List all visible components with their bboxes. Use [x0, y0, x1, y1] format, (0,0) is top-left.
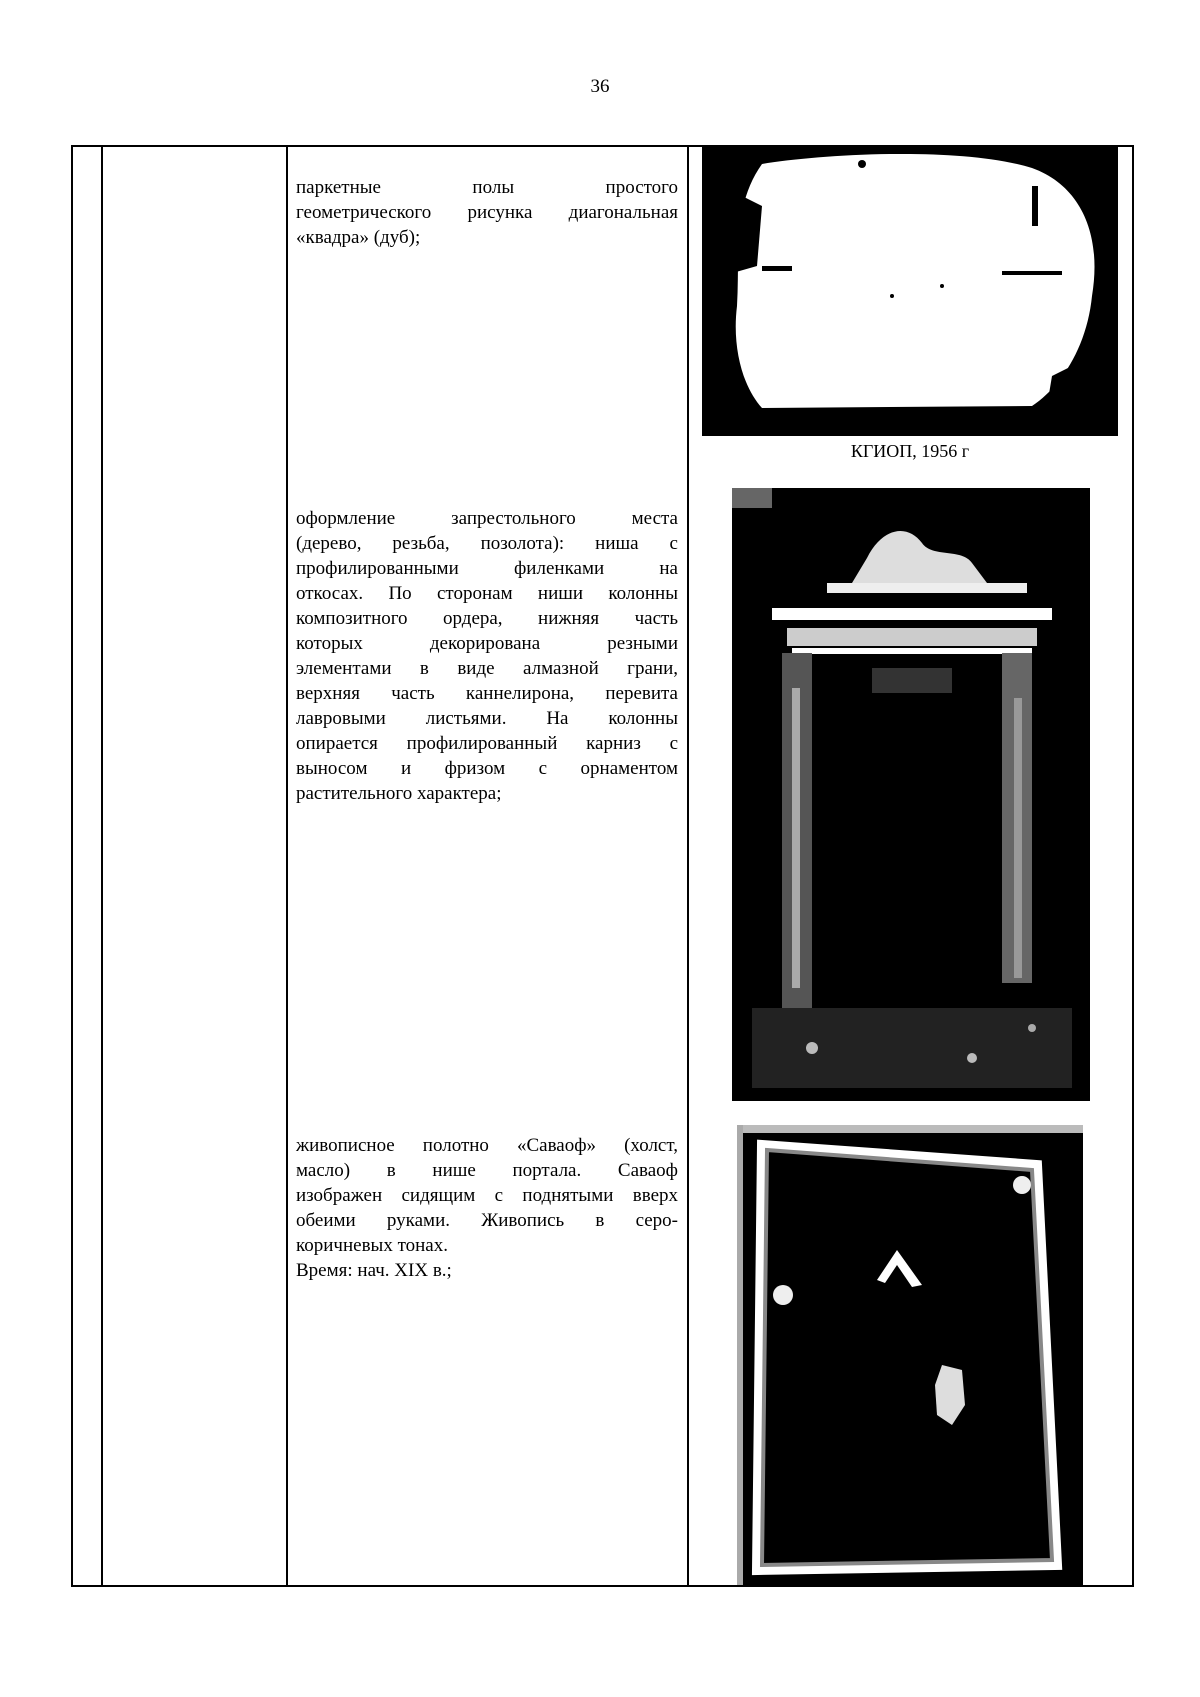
- photo-parquet-floor: [702, 146, 1118, 436]
- photo-altar-portal-image: [732, 488, 1090, 1101]
- text-line: «квадра» (дуб);: [296, 227, 421, 248]
- text-line: выносом и фризом с орнаментом: [296, 758, 678, 779]
- description-parquet-floors: [296, 175, 678, 250]
- text-line: элементами в виде алмазной грани,: [296, 658, 678, 679]
- text-line: коричневых тонах.: [296, 1235, 448, 1256]
- text-line: (дерево, резьба, позолота): ниша с: [296, 533, 678, 554]
- table-column-divider-1: [101, 145, 103, 1587]
- text-line: обеими руками. Живопись в серо-: [296, 1210, 678, 1231]
- text-line: оформление запрестольного места: [296, 508, 678, 529]
- photo-sabaoth-painting-image: [737, 1125, 1083, 1585]
- text-line: геометрического рисунка диагональная: [296, 202, 678, 223]
- text-line: Время: нач. XIX в.;: [296, 1260, 452, 1281]
- text-line: живописное полотно «Саваоф» (холст,: [296, 1135, 678, 1156]
- text-line: растительного характера;: [296, 783, 502, 804]
- text-line: откосах. По сторонам ниши колонны: [296, 583, 678, 604]
- photo-caption: КГИОП, 1956 г: [850, 441, 970, 461]
- text-line: масло) в нише портала. Саваоф: [296, 1160, 678, 1181]
- text-line: паркетные полы простого: [296, 177, 678, 198]
- text-line: изображен сидящим с поднятыми вверх: [296, 1185, 678, 1206]
- photo-sabaoth-painting: [737, 1125, 1083, 1585]
- table-border-right: [1132, 145, 1134, 1587]
- table-column-divider-2: [286, 145, 288, 1587]
- text-line: опирается профилированный карниз с: [296, 733, 678, 754]
- photo-altar-portal: [732, 488, 1090, 1101]
- description-altar-place: [296, 506, 678, 806]
- text-line: которых декорирована резными: [296, 633, 678, 654]
- table-column-divider-3: [687, 145, 689, 1587]
- text-line: верхняя часть каннелирона, перевита: [296, 683, 678, 704]
- table-bottom-border: [71, 1585, 1134, 1587]
- description-sabaoth-painting: [296, 1133, 678, 1283]
- text-line: композитного ордера, нижняя часть: [296, 608, 678, 629]
- photo-parquet-floor-image: [702, 146, 1118, 436]
- table-border-left: [71, 145, 73, 1587]
- text-line: профилированными филенками на: [296, 558, 678, 579]
- page-number: 36: [590, 76, 610, 97]
- text-line: лавровыми листьями. На колонны: [296, 708, 678, 729]
